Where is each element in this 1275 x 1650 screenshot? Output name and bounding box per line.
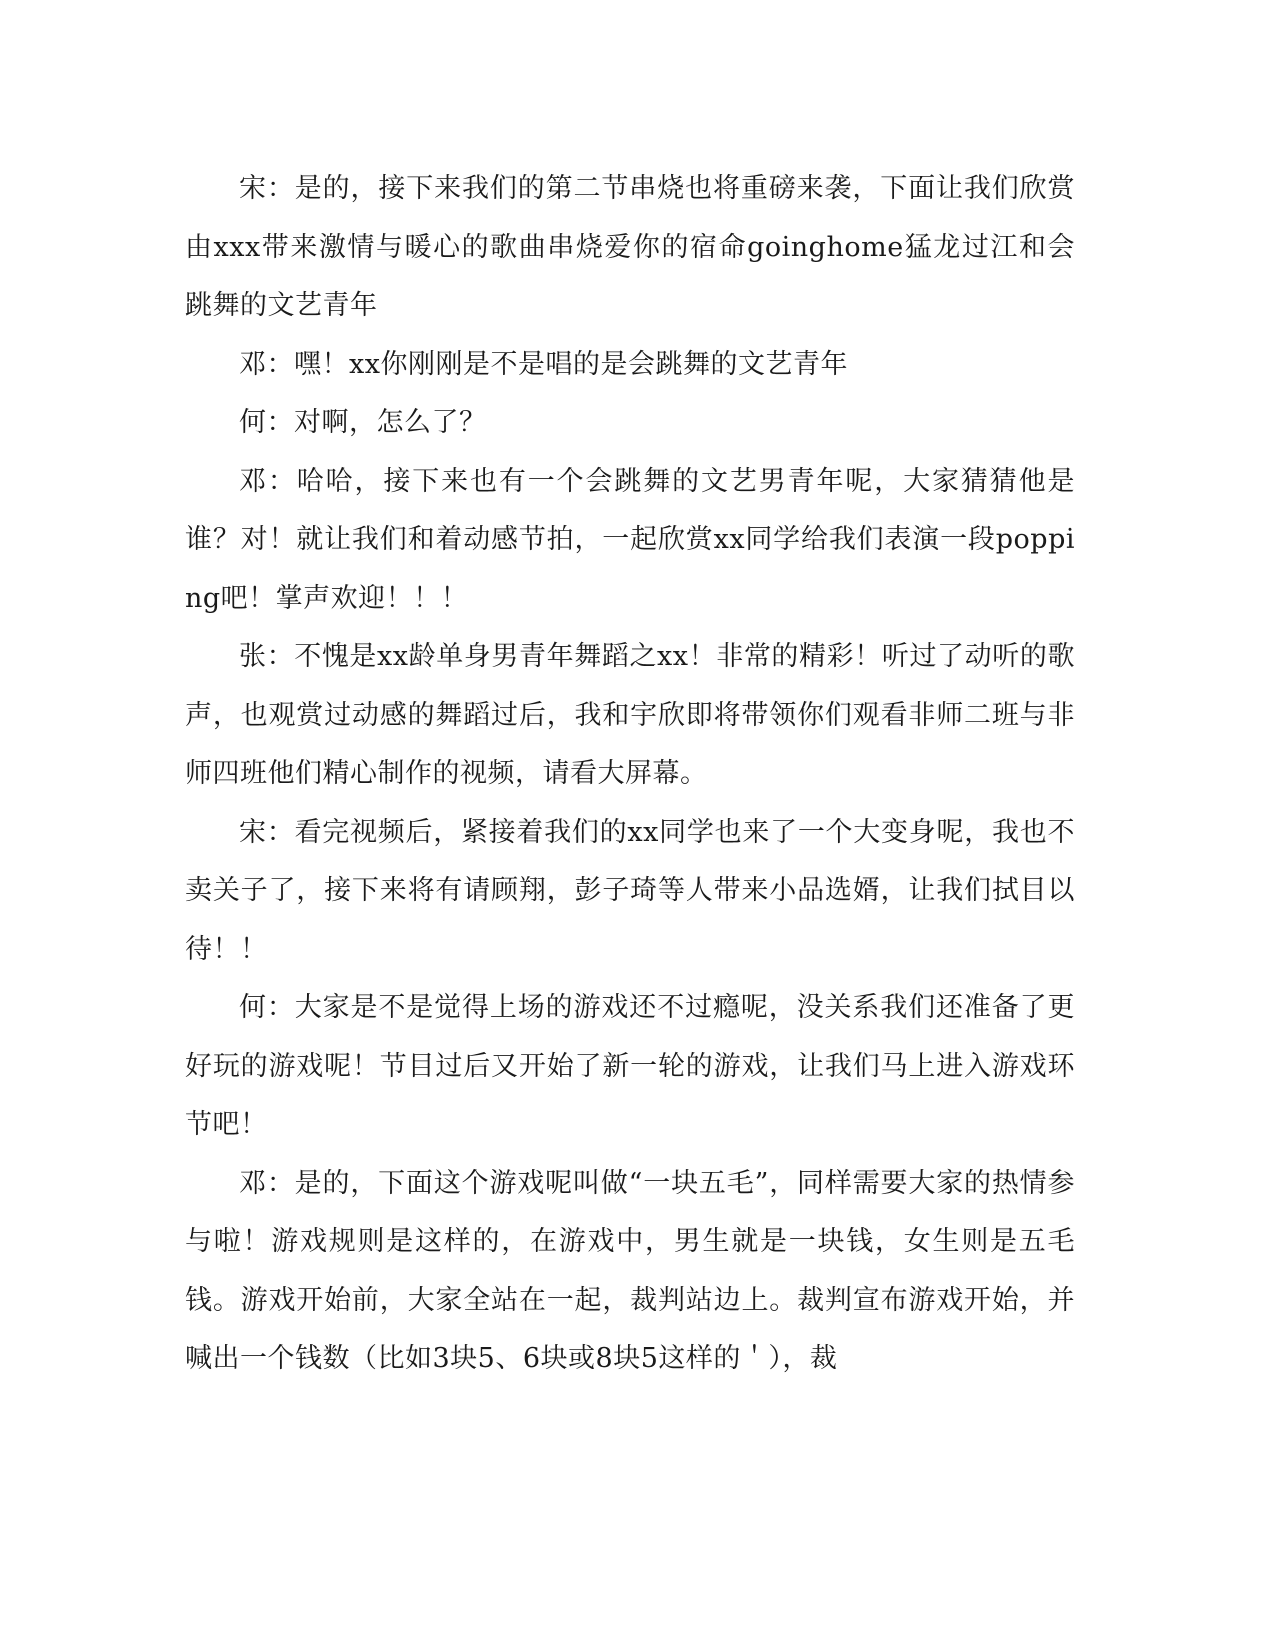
paragraph-he-1: 何：对啊，怎么了？ [239, 407, 487, 438]
paragraph-song-2: 宋：看完视频后，紧接着我们的xx同学也来了一个大变身呢，我也不卖关子了，接下来将有请顾翔，彭子琦等人带来小品选婿，让我们拭目以待！！ [185, 816, 1075, 965]
paragraph-deng-1: 邓：嘿！xx你刚刚是不是唱的是会跳舞的文艺青年 [239, 348, 848, 380]
paragraph-song-1: 宋：是的，接下来我们的第二节串烧也将重磅来袭，下面让我们欣赏由xxx带来激情与暖心的歌曲串烧爱你的宿命goinghome猛龙过江和会跳舞的文艺青年 [185, 173, 1075, 321]
paragraph-deng-2: 邓：哈哈，接下来也有一个会跳舞的文艺男青年呢，大家猜猜他是谁？对！就让我们和着动感节拍，一起欣赏xx同学给我们表演一段popping吧！掌声欢迎！！！ [185, 465, 1075, 614]
paragraph-deng-3: 邓：是的，下面这个游戏呢叫做“一块五毛”，同样需要大家的热情参与啦！游戏规则是这样的，在游戏中，男生就是一块钱，女生则是五毛钱。游戏开始前，大家全站在一起，裁判站边上。裁判宣布游戏开始，并喊出一个钱数（比如3块5、6块或8块5这样的＇），裁 [185, 1167, 1075, 1374]
paragraph-zhang-1: 张：不愧是xx龄单身男青年舞蹈之xx！非常的精彩！听过了动听的歌声，也观赏过动感的舞蹈过后，我和宇欣即将带领你们观看非师二班与非师四班他们精心制作的视频，请看大屏幕。 [185, 641, 1075, 789]
document-body [185, 160, 1075, 1389]
paragraph-he-2: 何：大家是不是觉得上场的游戏还不过瘾呢，没关系我们还准备了更好玩的游戏呢！节目过后又开始了新一轮的游戏，让我们马上进入游戏环节吧！ [185, 992, 1075, 1140]
